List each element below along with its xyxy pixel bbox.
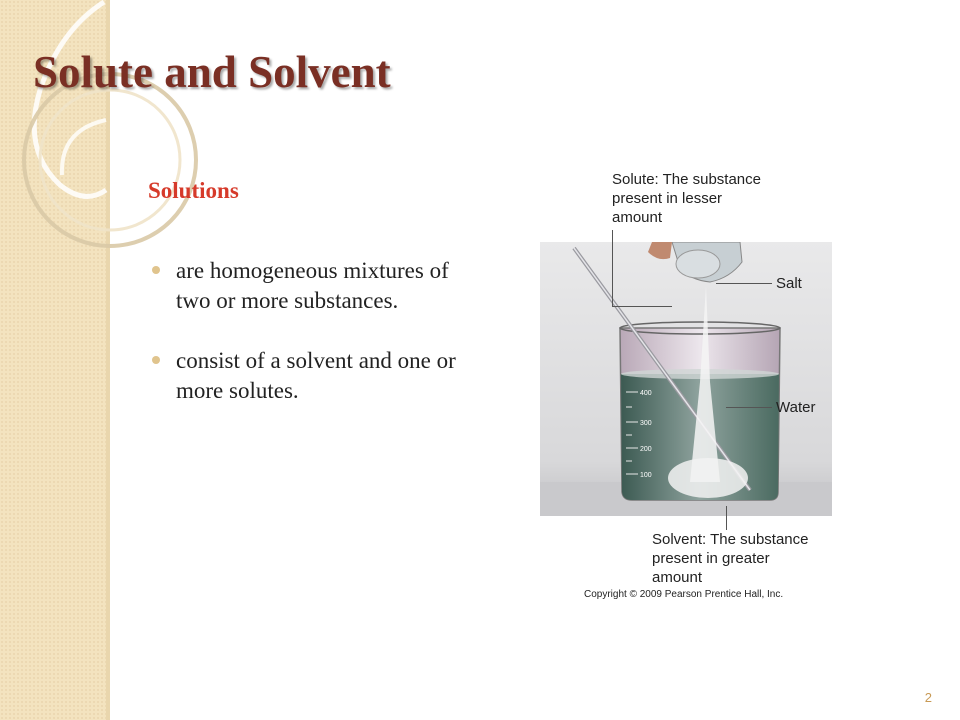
water-label: Water [776,399,816,416]
salt-leader-line [716,283,772,284]
bullet-list [148,256,488,436]
section-heading: Solutions [148,178,239,203]
page-number: 2 [924,690,932,705]
bullet-icon [152,356,160,364]
bullet-item [148,346,488,406]
solute-leader-line [612,230,613,306]
water-leader-line [726,407,772,408]
bullet-icon [152,266,160,274]
bullet-text: consist of a solvent and one or more solutes. [176,348,456,403]
solvent-label: Solvent: The substance present in greater amount [652,531,809,586]
svg-text:200: 200 [640,446,652,453]
bullet-text: are homogeneous mixtures of two or more substances. [176,258,449,313]
bullet-item [148,256,488,316]
decorative-swirl-icon [0,0,240,260]
solute-leader-line [612,306,672,307]
svg-text:400: 400 [640,390,652,397]
copyright-text: Copyright © 2009 Pearson Prentice Hall, Inc. [584,589,784,600]
svg-text:100: 100 [640,472,652,479]
solute-label: Solute: The substance present in lesser amount [612,171,761,226]
solvent-leader-line [726,506,727,530]
salt-label: Salt [776,275,802,292]
slide-title: Solute and Solvent [33,47,391,97]
solution-figure [540,166,840,606]
svg-text:300: 300 [640,420,652,427]
